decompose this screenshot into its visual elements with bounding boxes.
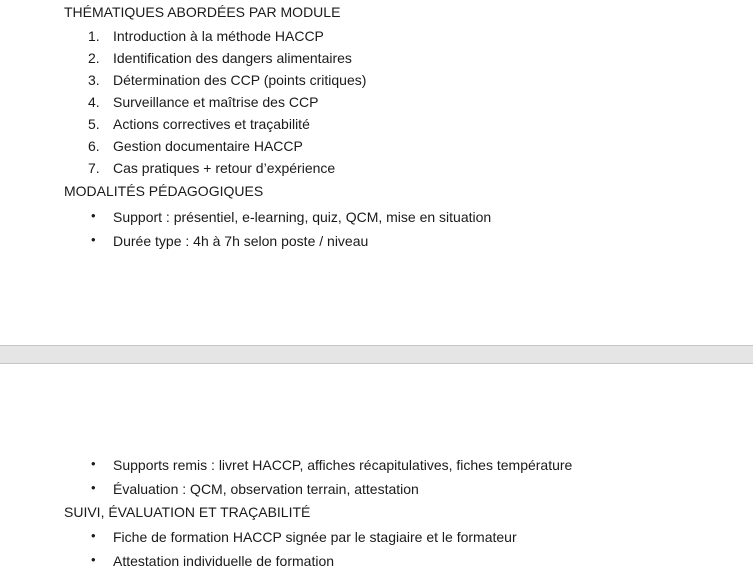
bullet-list-item[interactable]: [0, 230, 753, 252]
numbered-list-item[interactable]: [0, 25, 753, 47]
bullet-list-item[interactable]: [0, 206, 753, 228]
bullet-icon: •: [91, 480, 96, 495]
list-number: 2.: [88, 50, 100, 66]
bullet-icon: •: [91, 456, 96, 471]
list-number: 6.: [88, 138, 100, 154]
list-item-text: Surveillance et maîtrise des CCP: [113, 94, 319, 110]
list-item-text: Détermination des CCP (points critiques): [113, 72, 367, 88]
list-number: 4.: [88, 94, 100, 110]
numbered-list-item[interactable]: [0, 91, 753, 113]
page1-content: [0, 1, 753, 252]
list-item-text: Cas pratiques + retour d’expérience: [113, 160, 336, 176]
numbered-list-item[interactable]: [0, 47, 753, 69]
page2-content: [0, 454, 753, 572]
numbered-list-item[interactable]: [0, 69, 753, 91]
list-item-text: Attestation individuelle de formation: [113, 553, 335, 569]
section-heading-thematiques[interactable]: [0, 1, 753, 23]
list-number: 1.: [88, 28, 100, 44]
list-item-text: Durée type : 4h à 7h selon poste / niveau: [113, 233, 369, 249]
bullet-list-item[interactable]: [0, 526, 753, 548]
numbered-list-item[interactable]: [0, 113, 753, 135]
list-item-text: Identification des dangers alimentaires: [113, 50, 352, 66]
list-item-text: Fiche de formation HACCP signée par le stagiaire et le formateur: [113, 529, 517, 545]
bullet-icon: •: [91, 232, 96, 247]
list-number: 5.: [88, 116, 100, 132]
page-break-separator: [0, 345, 753, 364]
numbered-list-item[interactable]: [0, 135, 753, 157]
bullet-list-item[interactable]: [0, 478, 753, 500]
bullet-icon: •: [91, 528, 96, 543]
bullet-list-item[interactable]: [0, 550, 753, 572]
heading-text: SUIVI, ÉVALUATION ET TRAÇABILITÉ: [64, 504, 311, 520]
list-number: 3.: [88, 72, 100, 88]
list-item-text: Actions correctives et traçabilité: [113, 116, 310, 132]
list-item-text: Supports remis : livret HACCP, affiches récapitulatives, fiches température: [113, 457, 573, 473]
heading-text: THÉMATIQUES ABORDÉES PAR MODULE: [64, 4, 341, 20]
section-heading-suivi[interactable]: [0, 501, 753, 523]
list-item-text: Introduction à la méthode HACCP: [113, 28, 324, 44]
numbered-list-item[interactable]: [0, 157, 753, 179]
list-item-text: Évaluation : QCM, observation terrain, attestation: [113, 481, 419, 497]
list-item-text: Gestion documentaire HACCP: [113, 138, 303, 154]
bullet-list-item[interactable]: [0, 454, 753, 476]
section-heading-modalites[interactable]: [0, 180, 753, 202]
heading-text: MODALITÉS PÉDAGOGIQUES: [64, 183, 264, 199]
list-item-text: Support : présentiel, e-learning, quiz, QCM, mise en situation: [113, 209, 492, 225]
bullet-icon: •: [91, 552, 96, 567]
list-number: 7.: [88, 160, 100, 176]
bullet-icon: •: [91, 208, 96, 223]
